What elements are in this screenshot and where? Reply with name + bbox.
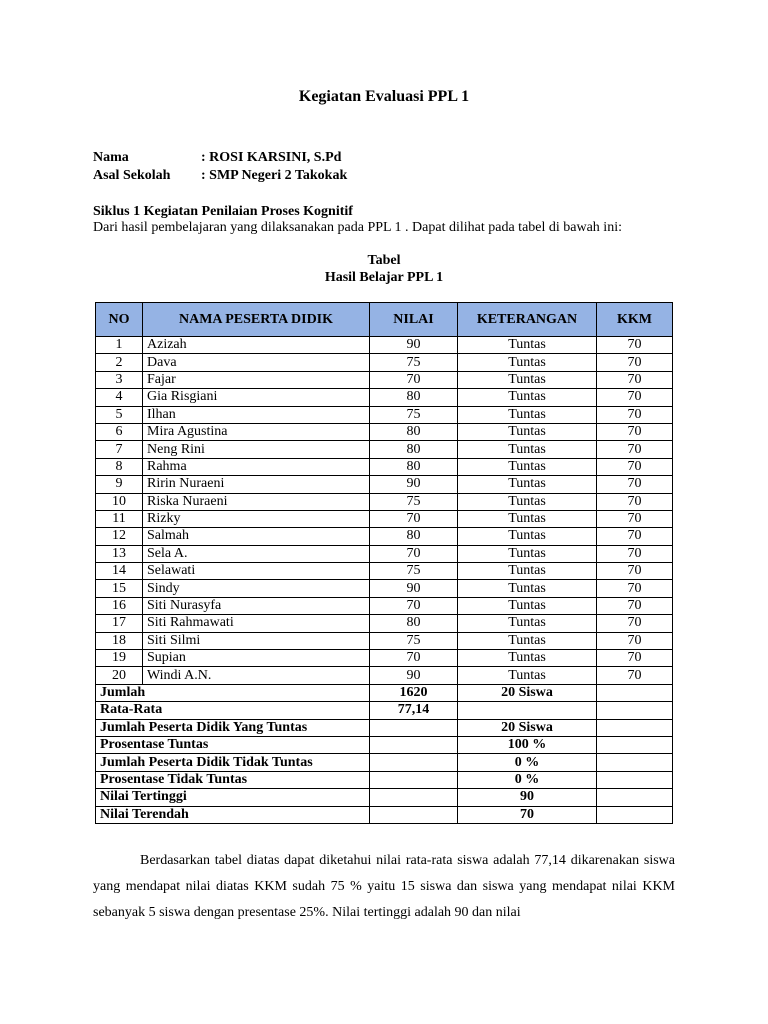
row-nama: Fajar — [143, 371, 370, 388]
row-nama: Sela A. — [143, 545, 370, 562]
table-row — [96, 650, 673, 667]
row-no: 8 — [96, 458, 143, 475]
row-kkm: 70 — [597, 476, 673, 493]
grades-table — [95, 302, 673, 824]
row-nilai: 70 — [370, 510, 458, 527]
summary-nilai — [370, 789, 458, 806]
header-keterangan: KETERANGAN — [458, 303, 597, 337]
row-no: 13 — [96, 545, 143, 562]
row-kkm: 70 — [597, 632, 673, 649]
summary-kkm — [597, 684, 673, 701]
summary-label: Nilai Tertinggi — [96, 789, 370, 806]
row-nilai: 70 — [370, 650, 458, 667]
row-nama: Sindy — [143, 580, 370, 597]
summary-keterangan: 0 % — [458, 754, 597, 771]
summary-nilai — [370, 771, 458, 788]
row-no: 15 — [96, 580, 143, 597]
row-nilai: 75 — [370, 563, 458, 580]
row-nama: Siti Rahmawati — [143, 615, 370, 632]
header-kkm: KKM — [597, 303, 673, 337]
summary-label: Nilai Terendah — [96, 806, 370, 823]
row-nama: Salmah — [143, 528, 370, 545]
row-no: 17 — [96, 615, 143, 632]
name-label: Nama — [93, 150, 129, 165]
summary-label: Jumlah Peserta Didik Tidak Tuntas — [96, 754, 370, 771]
row-nilai: 75 — [370, 354, 458, 371]
summary-keterangan: 0 % — [458, 771, 597, 788]
row-kkm: 70 — [597, 528, 673, 545]
table-row — [96, 354, 673, 371]
summary-nilai — [370, 719, 458, 736]
table-row — [96, 493, 673, 510]
header-no: NO — [96, 303, 143, 337]
row-nilai: 70 — [370, 371, 458, 388]
summary-keterangan: 90 — [458, 789, 597, 806]
name-value: : ROSI KARSINI, S.Pd — [201, 150, 342, 165]
header-nilai: NILAI — [370, 303, 458, 337]
row-nama: Rizky — [143, 510, 370, 527]
row-nama: Azizah — [143, 337, 370, 354]
row-keterangan: Tuntas — [458, 441, 597, 458]
summary-nilai — [370, 754, 458, 771]
row-nilai: 70 — [370, 545, 458, 562]
summary-kkm — [597, 702, 673, 719]
row-nilai: 80 — [370, 423, 458, 440]
table-caption-label: Tabel — [367, 253, 401, 268]
summary-label: Rata-Rata — [96, 702, 370, 719]
summary-label: Prosentase Tidak Tuntas — [96, 771, 370, 788]
row-kkm: 70 — [597, 667, 673, 684]
identity-block — [93, 149, 347, 185]
summary-kkm — [597, 754, 673, 771]
table-row — [96, 563, 673, 580]
table-row — [96, 510, 673, 527]
row-keterangan: Tuntas — [458, 423, 597, 440]
summary-kkm — [597, 789, 673, 806]
table-row — [96, 406, 673, 423]
row-kkm: 70 — [597, 493, 673, 510]
row-keterangan: Tuntas — [458, 545, 597, 562]
intro-text: Dari hasil pembelajaran yang dilaksanakan pada PPL 1 . Dapat dilihat pada tabel di bawah ini: — [93, 220, 622, 235]
summary-nilai — [370, 806, 458, 823]
summary-row — [96, 789, 673, 806]
row-no: 3 — [96, 371, 143, 388]
header-nama: NAMA PESERTA DIDIK — [143, 303, 370, 337]
row-nilai: 90 — [370, 667, 458, 684]
row-nilai: 80 — [370, 458, 458, 475]
table-row — [96, 423, 673, 440]
row-nilai: 75 — [370, 493, 458, 510]
row-keterangan: Tuntas — [458, 528, 597, 545]
row-nama: Gia Risgiani — [143, 389, 370, 406]
row-keterangan: Tuntas — [458, 476, 597, 493]
row-keterangan: Tuntas — [458, 493, 597, 510]
table-row — [96, 441, 673, 458]
table-body — [96, 337, 673, 824]
row-kkm: 70 — [597, 510, 673, 527]
summary-nilai: 77,14 — [370, 702, 458, 719]
summary-kkm — [597, 736, 673, 753]
row-keterangan: Tuntas — [458, 632, 597, 649]
row-nilai: 80 — [370, 528, 458, 545]
row-kkm: 70 — [597, 597, 673, 614]
summary-kkm — [597, 806, 673, 823]
row-no: 2 — [96, 354, 143, 371]
row-nilai: 80 — [370, 441, 458, 458]
row-no: 7 — [96, 441, 143, 458]
row-nama: Rahma — [143, 458, 370, 475]
analysis-paragraph — [93, 848, 675, 926]
summary-kkm — [597, 719, 673, 736]
table-row — [96, 545, 673, 562]
row-kkm: 70 — [597, 441, 673, 458]
row-kkm: 70 — [597, 389, 673, 406]
row-nama: Siti Nurasyfa — [143, 597, 370, 614]
table-row — [96, 458, 673, 475]
row-keterangan: Tuntas — [458, 615, 597, 632]
row-kkm: 70 — [597, 371, 673, 388]
row-kkm: 70 — [597, 458, 673, 475]
row-keterangan: Tuntas — [458, 389, 597, 406]
table-row — [96, 389, 673, 406]
summary-kkm — [597, 771, 673, 788]
summary-label: Jumlah Peserta Didik Yang Tuntas — [96, 719, 370, 736]
row-kkm: 70 — [597, 650, 673, 667]
row-keterangan: Tuntas — [458, 597, 597, 614]
row-no: 11 — [96, 510, 143, 527]
summary-row — [96, 806, 673, 823]
row-nama: Dava — [143, 354, 370, 371]
table-caption-title: Hasil Belajar PPL 1 — [324, 270, 444, 285]
row-no: 9 — [96, 476, 143, 493]
summary-keterangan: 100 % — [458, 736, 597, 753]
page-title: Kegiatan Evaluasi PPL 1 — [298, 88, 470, 105]
row-no: 5 — [96, 406, 143, 423]
summary-label: Prosentase Tuntas — [96, 736, 370, 753]
row-kkm: 70 — [597, 423, 673, 440]
row-nama: Neng Rini — [143, 441, 370, 458]
summary-row — [96, 719, 673, 736]
row-keterangan: Tuntas — [458, 510, 597, 527]
school-value: : SMP Negeri 2 Takokak — [201, 168, 348, 183]
row-keterangan: Tuntas — [458, 667, 597, 684]
row-keterangan: Tuntas — [458, 650, 597, 667]
row-no: 16 — [96, 597, 143, 614]
row-nilai: 90 — [370, 337, 458, 354]
row-nama: Windi A.N. — [143, 667, 370, 684]
row-no: 19 — [96, 650, 143, 667]
table-row — [96, 528, 673, 545]
row-nama: Selawati — [143, 563, 370, 580]
school-label: Asal Sekolah — [93, 168, 171, 183]
section-heading: Siklus 1 Kegiatan Penilaian Proses Kognitif — [93, 204, 353, 219]
table-row — [96, 337, 673, 354]
table-header-row — [96, 303, 673, 337]
row-kkm: 70 — [597, 406, 673, 423]
summary-nilai: 1620 — [370, 684, 458, 701]
row-kkm: 70 — [597, 615, 673, 632]
row-nama: Riska Nuraeni — [143, 493, 370, 510]
table-row — [96, 667, 673, 684]
table-row — [96, 597, 673, 614]
row-no: 4 — [96, 389, 143, 406]
row-no: 6 — [96, 423, 143, 440]
summary-keterangan: 70 — [458, 806, 597, 823]
row-kkm: 70 — [597, 563, 673, 580]
row-nama: Siti Silmi — [143, 632, 370, 649]
summary-row — [96, 754, 673, 771]
row-keterangan: Tuntas — [458, 406, 597, 423]
row-no: 1 — [96, 337, 143, 354]
school-row — [93, 167, 347, 185]
summary-row — [96, 771, 673, 788]
table-row — [96, 632, 673, 649]
row-no: 18 — [96, 632, 143, 649]
row-no: 14 — [96, 563, 143, 580]
row-nilai: 70 — [370, 597, 458, 614]
row-keterangan: Tuntas — [458, 354, 597, 371]
row-nama: Supian — [143, 650, 370, 667]
row-keterangan: Tuntas — [458, 337, 597, 354]
summary-row — [96, 684, 673, 701]
row-no: 10 — [96, 493, 143, 510]
summary-label: Jumlah — [96, 684, 370, 701]
row-kkm: 70 — [597, 545, 673, 562]
row-kkm: 70 — [597, 580, 673, 597]
row-nama: Mira Agustina — [143, 423, 370, 440]
table-row — [96, 580, 673, 597]
row-kkm: 70 — [597, 354, 673, 371]
row-kkm: 70 — [597, 337, 673, 354]
summary-row — [96, 702, 673, 719]
row-keterangan: Tuntas — [458, 563, 597, 580]
summary-keterangan: 20 Siswa — [458, 684, 597, 701]
table-row — [96, 476, 673, 493]
row-nilai: 80 — [370, 615, 458, 632]
row-no: 20 — [96, 667, 143, 684]
table-row — [96, 615, 673, 632]
row-keterangan: Tuntas — [458, 371, 597, 388]
row-nilai: 90 — [370, 476, 458, 493]
summary-keterangan — [458, 702, 597, 719]
paragraph-text: Berdasarkan tabel diatas dapat diketahui nilai rata-rata siswa adalah 77,14 dikarenakan siswa yang mendapat nilai diatas KKM sudah 75 % yaitu 15 siswa dan siswa yang mendapat nilai KKM sebanyak 5 siswa dengan presentase 25%. Nilai tertinggi adalah 90 dan nilai — [93, 853, 675, 920]
table-row — [96, 371, 673, 388]
row-nama: Ririn Nuraeni — [143, 476, 370, 493]
row-keterangan: Tuntas — [458, 458, 597, 475]
row-nilai: 75 — [370, 632, 458, 649]
row-nilai: 75 — [370, 406, 458, 423]
row-nilai: 80 — [370, 389, 458, 406]
row-no: 12 — [96, 528, 143, 545]
summary-keterangan: 20 Siswa — [458, 719, 597, 736]
name-row — [93, 149, 347, 167]
summary-nilai — [370, 736, 458, 753]
summary-row — [96, 736, 673, 753]
row-nama: Ilhan — [143, 406, 370, 423]
row-keterangan: Tuntas — [458, 580, 597, 597]
row-nilai: 90 — [370, 580, 458, 597]
